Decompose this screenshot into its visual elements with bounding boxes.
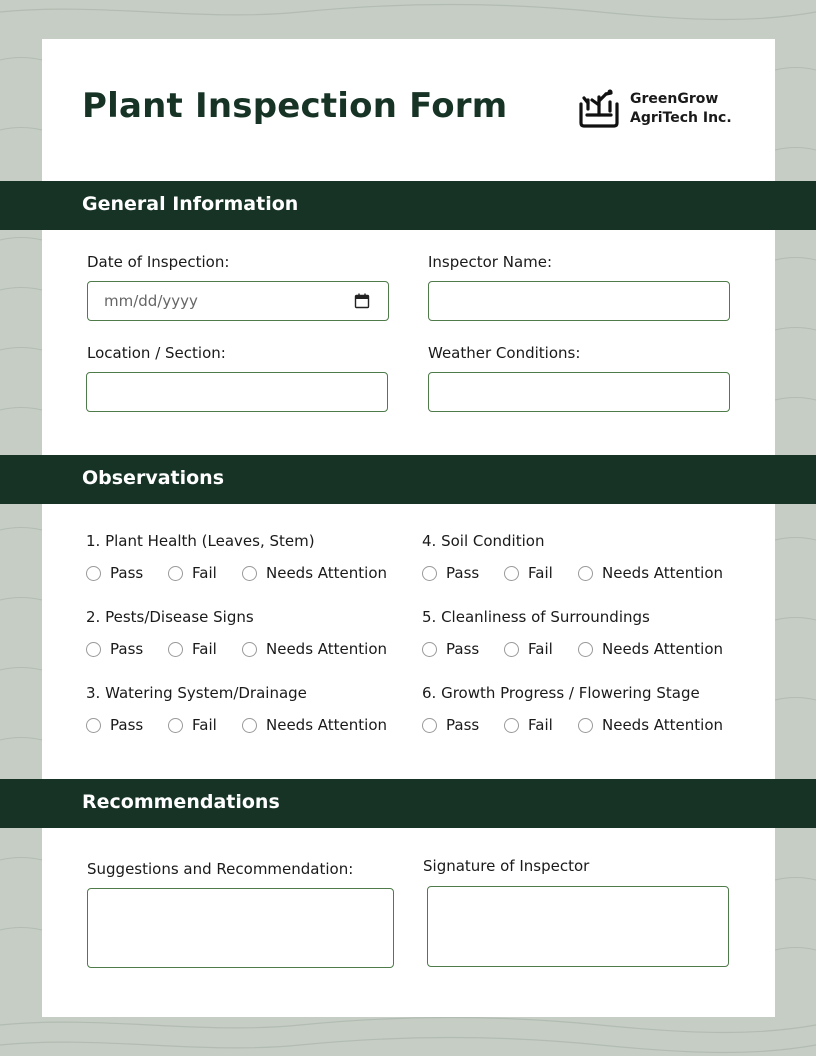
company-name <box>630 90 732 128</box>
observation-label: 6. Growth Progress / Flowering Stage <box>422 684 700 702</box>
radio-label-pass: Pass <box>110 640 144 658</box>
observation-label: 3. Watering System/Drainage <box>86 684 307 702</box>
inspector-name-label: Inspector Name: <box>428 253 553 271</box>
radio-fail[interactable] <box>168 642 183 657</box>
radio-fail[interactable] <box>504 642 519 657</box>
radio-needs-attention[interactable] <box>578 718 593 733</box>
weather-input[interactable] <box>428 372 730 412</box>
radio-needs-attention[interactable] <box>242 718 257 733</box>
general-information-header <box>0 181 816 230</box>
recommendations-header <box>0 779 816 828</box>
observation-label: 5. Cleanliness of Surroundings <box>422 608 650 626</box>
radio-needs-attention[interactable] <box>242 566 257 581</box>
radio-needs-attention[interactable] <box>578 642 593 657</box>
radio-fail[interactable] <box>168 566 183 581</box>
radio-label-needs-attention: Needs Attention <box>602 640 724 658</box>
date-input[interactable] <box>87 281 389 321</box>
observation-label: 2. Pests/Disease Signs <box>86 608 254 626</box>
recommendations-title: Recommendations <box>82 791 280 813</box>
observations-header <box>0 455 816 504</box>
radio-pass[interactable] <box>422 566 437 581</box>
radio-needs-attention[interactable] <box>578 566 593 581</box>
radio-needs-attention[interactable] <box>242 642 257 657</box>
radio-label-fail: Fail <box>192 640 217 658</box>
radio-label-fail: Fail <box>528 716 553 734</box>
radio-pass[interactable] <box>86 718 101 733</box>
radio-label-needs-attention: Needs Attention <box>266 640 388 658</box>
suggestions-textarea[interactable] <box>87 888 394 968</box>
date-label: Date of Inspection: <box>87 253 230 271</box>
radio-label-needs-attention: Needs Attention <box>266 716 388 734</box>
radio-label-fail: Fail <box>528 564 553 582</box>
calendar-icon[interactable] <box>354 293 370 309</box>
radio-label-fail: Fail <box>528 640 553 658</box>
observations-title: Observations <box>82 467 225 489</box>
radio-label-needs-attention: Needs Attention <box>602 564 724 582</box>
observation-label: 1. Plant Health (Leaves, Stem) <box>86 532 315 550</box>
radio-pass[interactable] <box>422 718 437 733</box>
radio-pass[interactable] <box>422 642 437 657</box>
radio-label-pass: Pass <box>110 716 144 734</box>
radio-pass[interactable] <box>86 566 101 581</box>
radio-label-fail: Fail <box>192 716 217 734</box>
suggestions-label: Suggestions and Recommendation: <box>87 860 354 878</box>
company-name-line2: AgriTech Inc. <box>630 110 732 126</box>
location-label: Location / Section: <box>87 344 226 362</box>
radio-fail[interactable] <box>168 718 183 733</box>
page-title: Plant Inspection Form <box>82 86 508 126</box>
radio-label-pass: Pass <box>446 716 480 734</box>
signature-field[interactable] <box>427 886 729 967</box>
general-information-title: General Information <box>82 193 299 215</box>
sprout-icon <box>578 87 620 129</box>
radio-pass[interactable] <box>86 642 101 657</box>
company-logo <box>578 87 743 131</box>
radio-label-needs-attention: Needs Attention <box>602 716 724 734</box>
radio-label-pass: Pass <box>110 564 144 582</box>
radio-fail[interactable] <box>504 718 519 733</box>
inspector-name-input[interactable] <box>428 281 730 321</box>
date-placeholder: mm/dd/yyyy <box>104 292 198 310</box>
radio-fail[interactable] <box>504 566 519 581</box>
company-name-line1: GreenGrow <box>630 91 719 107</box>
radio-label-needs-attention: Needs Attention <box>266 564 388 582</box>
radio-label-fail: Fail <box>192 564 217 582</box>
observation-label: 4. Soil Condition <box>422 532 545 550</box>
location-input[interactable] <box>86 372 388 412</box>
weather-label: Weather Conditions: <box>428 344 581 362</box>
signature-label: Signature of Inspector <box>423 857 590 875</box>
radio-label-pass: Pass <box>446 640 480 658</box>
radio-label-pass: Pass <box>446 564 480 582</box>
